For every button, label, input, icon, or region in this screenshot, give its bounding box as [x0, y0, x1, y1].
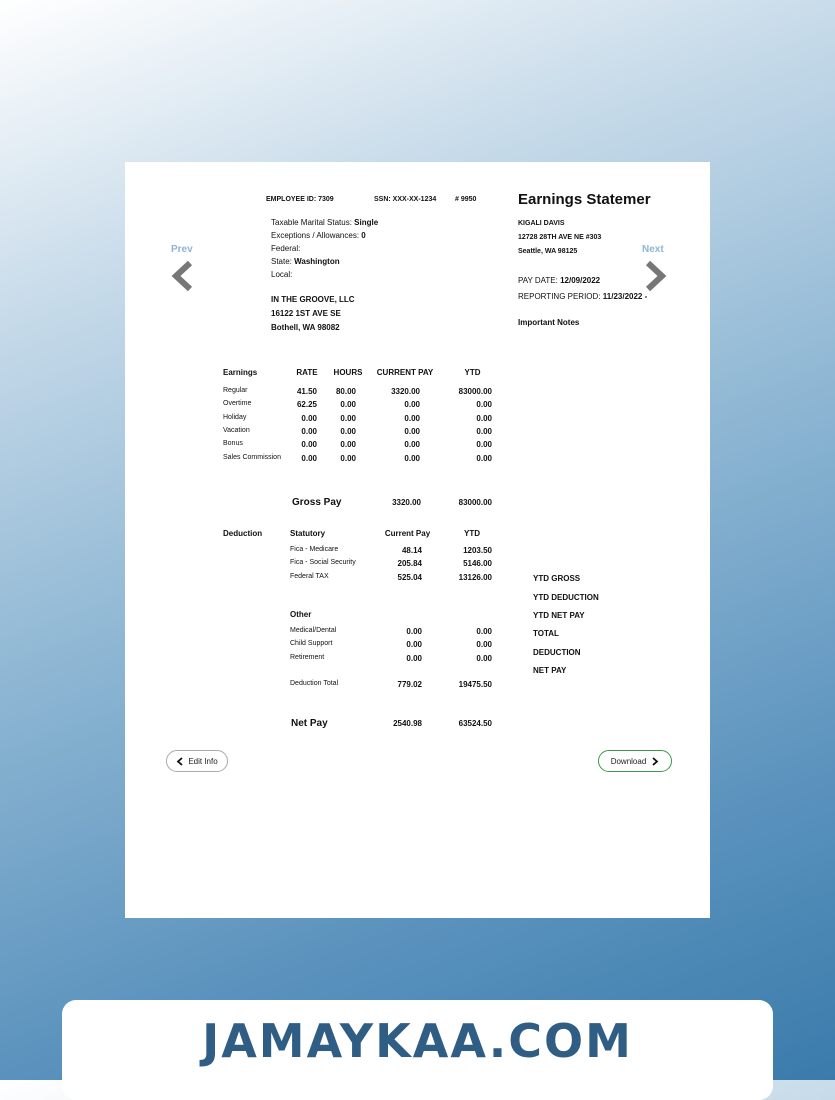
other-row-label: Child Support: [290, 640, 333, 648]
reporting-period: [518, 292, 647, 301]
earnings-row-label: Vacation: [223, 426, 250, 434]
reporting-period-label: REPORTING PERIOD:: [518, 292, 603, 301]
federal-line: Federal:: [271, 244, 301, 253]
important-notes: Important Notes: [518, 318, 580, 327]
employer-street: 16122 1ST AVE SE: [271, 309, 341, 318]
statutory-row-ytd: 1203.50: [463, 546, 492, 555]
tax-info: [271, 216, 378, 281]
summary-label: NET PAY: [533, 666, 567, 675]
earnings-row-ytd: 83000.00: [458, 387, 492, 396]
statutory-row-current: 525.04: [397, 572, 422, 582]
earnings-row-label: Regular: [223, 387, 248, 394]
earnings-row-current: 0.00: [404, 413, 420, 423]
other-row-current: 0.00: [406, 653, 422, 663]
reporting-period-value: 11/23/2022 -: [602, 292, 648, 301]
other-header: Other: [290, 610, 312, 619]
earnings-row-ytd: 0.00: [476, 413, 492, 423]
other-row-label: Retirement: [290, 653, 325, 661]
earnings-row-hours: 0.00: [340, 440, 356, 450]
pay-stub-document: [125, 162, 710, 918]
deduction-label: Deduction: [223, 529, 263, 538]
statutory-row-label: Fica - Medicare: [290, 546, 339, 553]
earnings-header: Earnings: [223, 368, 258, 377]
check-number: # 9950: [455, 196, 477, 203]
pay-date-value: 12/09/2022: [560, 276, 601, 285]
brand-watermark: JAMAYKAA.COM: [202, 1014, 633, 1068]
gross-pay-label: Gross Pay: [292, 497, 342, 508]
summary-label: YTD DEDUCTION: [533, 593, 599, 602]
pay-date-label: PAY DATE:: [518, 276, 561, 285]
prev-label: Prev: [171, 244, 193, 255]
download-button[interactable]: [598, 750, 672, 772]
other-row-current: 0.00: [406, 640, 422, 650]
other-row-current: 0.00: [406, 627, 422, 636]
earnings-row-ytd: 0.00: [476, 400, 492, 410]
deduction-current-header: Current Pay: [384, 529, 431, 538]
earnings-row-ytd: 0.00: [476, 426, 492, 436]
earnings-row-label: Overtime: [223, 400, 252, 408]
chevron-left-icon: [171, 260, 195, 292]
statutory-row-current: 48.14: [401, 546, 422, 555]
edit-info-label: Edit Info: [188, 756, 218, 766]
statutory-row-ytd: 13126.00: [458, 572, 492, 582]
other-row-ytd: 0.00: [476, 640, 492, 650]
earnings-row-label: Holiday: [223, 413, 247, 421]
marital-status-line: [271, 216, 378, 229]
earnings-row-rate: 41.50: [296, 387, 317, 396]
rate-header: RATE: [296, 368, 318, 377]
ssn: SSN: XXX-XX-1234: [374, 196, 437, 203]
statutory-row-ytd: 5146.00: [463, 559, 492, 569]
pay-date: [518, 276, 600, 285]
earnings-row-current: 0.00: [404, 440, 420, 450]
edit-info-button[interactable]: [166, 750, 228, 772]
employee-street: 12728 28TH AVE NE #303: [518, 234, 602, 241]
statutory-row-label: Fica - Social Security: [290, 559, 356, 567]
earnings-row-label: Bonus: [223, 440, 243, 448]
deduction-total-label: Deduction Total: [290, 680, 339, 687]
earnings-row-rate: 0.00: [301, 453, 317, 463]
employer-city: Bothell, WA 98082: [271, 323, 340, 332]
earnings-row-ytd: 0.00: [476, 453, 492, 463]
footer-banner: [62, 1000, 773, 1100]
summary-label: DEDUCTION: [533, 648, 581, 657]
statement-title: Earnings Statemer: [518, 191, 651, 208]
state-line: [271, 255, 378, 268]
other-row-label: Medical/Dental: [290, 627, 337, 634]
statutory-row-label: Federal TAX: [290, 572, 329, 580]
other-row-ytd: 0.00: [476, 627, 492, 636]
gross-pay-ytd: 83000.00: [458, 498, 492, 507]
chevron-right-icon: [651, 757, 659, 766]
deduction-ytd-header: YTD: [464, 529, 480, 538]
employer-name: IN THE GROOVE, LLC: [271, 295, 355, 304]
deduction-total-current: 779.02: [397, 680, 422, 689]
employee-name: KIGALI DAVIS: [518, 220, 565, 227]
marital-status-value: Single: [354, 218, 379, 227]
exceptions-value: 0: [361, 231, 366, 240]
current-pay-header: CURRENT PAY: [376, 368, 434, 377]
state-value: Washington: [294, 257, 340, 266]
earnings-row-hours: 0.00: [340, 426, 356, 436]
net-pay-ytd: 63524.50: [458, 719, 492, 728]
prev-control[interactable]: [171, 244, 193, 255]
chevron-right-icon: [643, 260, 667, 292]
deduction-total-ytd: 19475.50: [458, 680, 492, 689]
earnings-row-rate: 0.00: [301, 426, 317, 436]
exceptions-label: Exceptions / Allowances:: [271, 231, 362, 240]
state-label: State:: [271, 257, 295, 266]
earnings-row-current: 0.00: [404, 400, 420, 410]
earnings-row-current: 3320.00: [391, 387, 420, 396]
statutory-row-current: 205.84: [397, 559, 422, 569]
earnings-row-current: 0.00: [404, 426, 420, 436]
chevron-left-icon: [176, 757, 184, 766]
earnings-row-hours: 0.00: [340, 453, 356, 463]
download-label: Download: [610, 756, 647, 766]
next-control[interactable]: [642, 244, 664, 255]
hours-header: HOURS: [333, 368, 363, 377]
earnings-row-rate: 62.25: [296, 400, 317, 410]
ytd-header: YTD: [464, 368, 481, 377]
employer-address: [271, 293, 355, 335]
summary-label: TOTAL: [533, 629, 559, 638]
earnings-row-hours: 0.00: [340, 413, 356, 423]
local-line: Local:: [271, 270, 293, 279]
earnings-row-label: Sales Commission: [223, 453, 281, 461]
net-pay-current: 2540.98: [393, 719, 422, 728]
earnings-row-hours: 80.00: [335, 387, 356, 396]
earnings-row-rate: 0.00: [301, 413, 317, 423]
exceptions-line: [271, 229, 378, 242]
earnings-row-current: 0.00: [404, 453, 420, 463]
marital-status-label: Taxable Marital Status:: [271, 218, 355, 227]
employee-city: Seattle, WA 98125: [518, 248, 578, 255]
net-pay-label: Net Pay: [291, 718, 328, 729]
employee-id: EMPLOYEE ID: 7309: [266, 196, 334, 203]
earnings-row-hours: 0.00: [340, 400, 356, 410]
next-label: Next: [642, 244, 664, 255]
earnings-row-ytd: 0.00: [476, 440, 492, 450]
summary-label: YTD NET PAY: [533, 611, 585, 620]
gross-pay-current: 3320.00: [392, 498, 421, 507]
employee-address: [518, 217, 601, 259]
summary-label: YTD GROSS: [533, 574, 581, 583]
statutory-header: Statutory: [290, 529, 326, 538]
other-row-ytd: 0.00: [476, 653, 492, 663]
earnings-row-rate: 0.00: [301, 440, 317, 450]
